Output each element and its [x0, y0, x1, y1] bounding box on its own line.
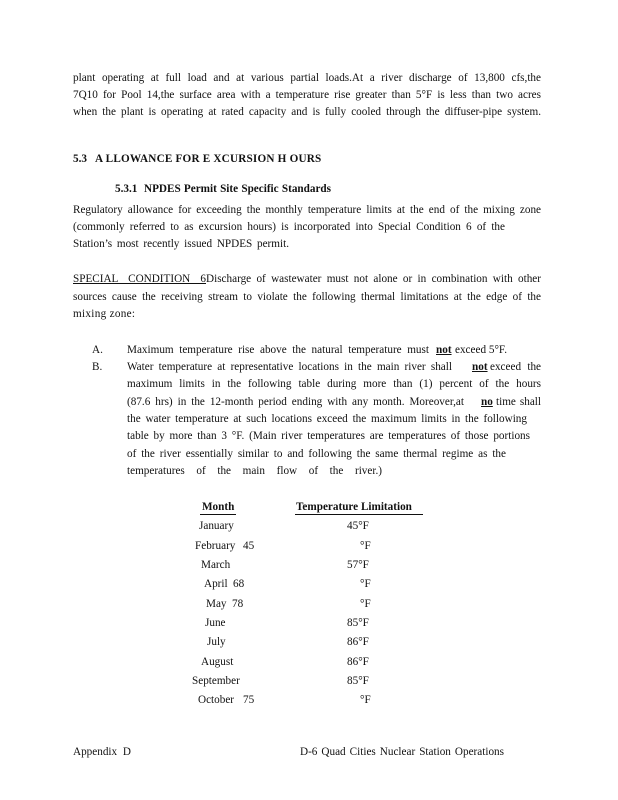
table-row-extra: 75: [243, 694, 255, 706]
table-row-extra: 68: [233, 578, 245, 590]
table-row-month: April: [204, 578, 228, 590]
table-row-month: July: [207, 636, 226, 648]
table-row-extra: 45: [243, 540, 255, 552]
item-b-line-2: maximum limits in the following table during more than (1) percent of the hours: [127, 378, 541, 390]
special-condition-line-2: sources cause the receiving stream to violate the following thermal limitations at the edge of the: [73, 291, 541, 303]
item-a-text-end: exceed 5°F.: [455, 344, 508, 356]
item-b-label: B.: [92, 361, 103, 373]
table-row-month: January: [199, 520, 234, 532]
intro-line-1: plant operating at full load and at various partial loads.At a river discharge of 13,800 cfs,the: [73, 72, 541, 84]
subsection-title: NPDES Permit Site Specific Standards: [144, 183, 331, 195]
table-row-month: September: [192, 675, 240, 687]
table-row-month: May: [206, 598, 227, 610]
table-row-month: June: [205, 617, 226, 629]
regulatory-line-3: Station’s most recently issued NPDES permit.: [73, 238, 289, 250]
special-condition-line-1: Discharge of wastewater must not alone or in combination with other: [206, 273, 541, 285]
item-b-line-3-end: time shall: [496, 396, 541, 408]
item-b-line-4: the water temperature at such locations exceed the maximum limits in the following: [127, 413, 527, 425]
table-row-temp: 86°F: [347, 656, 369, 668]
table-row-temp: 86°F: [347, 636, 369, 648]
table-row-temp: °F: [360, 540, 371, 552]
item-a-text: Maximum temperature rise above the natural temperature must: [127, 344, 429, 356]
table-row-temp: °F: [360, 694, 371, 706]
item-b-line-5: table by more than 3 °F. (Main river temperatures are temperatures of those portions: [127, 430, 530, 442]
table-row-temp: °F: [360, 578, 371, 590]
table-row-month: February: [195, 540, 236, 552]
table-header-month-underline: [200, 514, 236, 515]
item-b-line-1-end: exceed the: [490, 361, 541, 373]
table-row-month: August: [201, 656, 234, 668]
item-b-line-7: temperatures of the main flow of the river.): [127, 465, 382, 477]
table-header-temperature: Temperature Limitation: [296, 501, 412, 513]
item-b-line-6: of the river essentially similar to and following the same thermal regime as the: [127, 448, 506, 460]
table-row-month: March: [201, 559, 231, 571]
regulatory-line-2: (commonly referred to as excursion hours) is incorporated into Special Condition 6 of the: [73, 221, 505, 233]
footer-page-title: D-6 Quad Cities Nuclear Station Operations: [300, 746, 504, 758]
item-a-emphasis: not: [436, 344, 452, 356]
table-row-month: October: [198, 694, 235, 706]
intro-line-3: when the plant is operating at rated capacity and is fully cooled through the diffuser-pipe system.: [73, 106, 541, 118]
table-row-temp: °F: [360, 598, 371, 610]
table-row-temp: 85°F: [347, 617, 369, 629]
table-row-temp: 85°F: [347, 675, 369, 687]
table-row-extra: 78: [232, 598, 244, 610]
special-condition-heading: SPECIAL CONDITION 6: [73, 273, 206, 285]
special-condition-line-3: mixing zone:: [73, 308, 136, 320]
regulatory-line-1: Regulatory allowance for exceeding the monthly temperature limits at the end of the mixing zone: [73, 204, 541, 216]
intro-line-2: 7Q10 for Pool 14,the surface area with a temperature rise greater than 5°F is less than two acres: [73, 89, 541, 101]
section-number: 5.3: [73, 153, 87, 165]
item-b-line-3: (87.6 hrs) in the 12-month period ending with any month. Moreover,at: [127, 396, 464, 408]
item-a-label: A.: [92, 344, 103, 356]
table-header-month: Month: [202, 501, 235, 513]
table-header-temperature-underline: [295, 514, 423, 515]
table-row-temp: 57°F: [347, 559, 369, 571]
item-b-line-1-emphasis: not: [472, 361, 488, 373]
section-title: A LLOWANCE FOR E XCURSION H OURS: [95, 153, 322, 165]
table-row-temp: 45°F: [347, 520, 369, 532]
footer-appendix: Appendix D: [73, 746, 131, 758]
item-b-line-1: Water temperature at representative locations in the main river shall: [127, 361, 452, 373]
item-b-line-3-emphasis: no: [481, 396, 493, 408]
subsection-number: 5.3.1: [115, 183, 138, 195]
